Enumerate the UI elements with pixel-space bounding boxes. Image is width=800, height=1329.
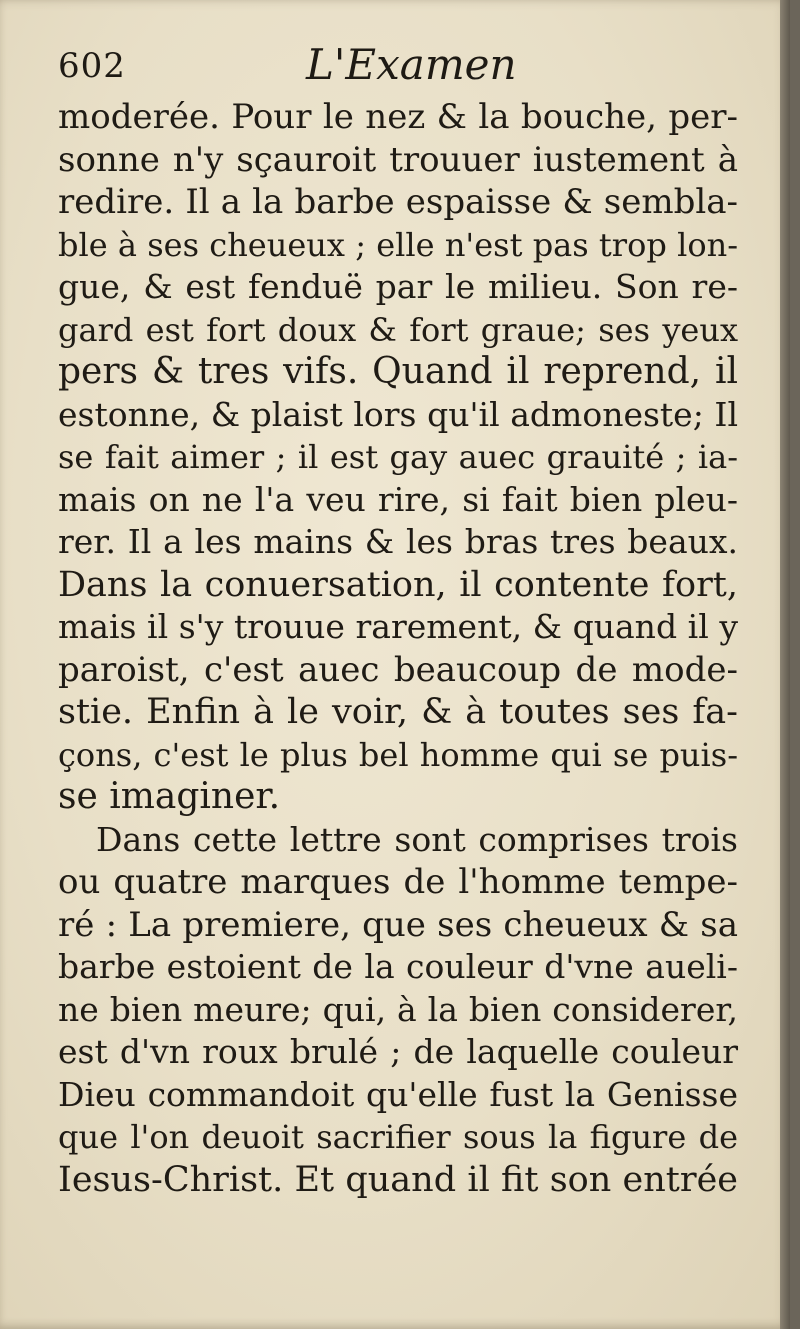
text-line: que l'on deuoit sacrifier sous la figure de [58,1118,738,1156]
text-line: ré : La premiere, que ses cheueux & sa [58,904,738,945]
text-line: paroist, c'est auec beaucoup de mode- [58,649,738,690]
text-line: Dans la conuersation, il contente fort, [58,564,738,605]
text-line: sonne n'y sçauroit trouuer iustement à [58,139,738,180]
page-number: 602 [58,46,126,86]
text-line: barbe estoient de la couleur d'vne aueli- [58,947,738,986]
text-line: Iesus-Christ. Et quand il fit son entrée [58,1159,738,1200]
text-line: stie. Enfin à le voir, & à toutes ses fa- [58,692,738,732]
text-line: gard est fort doux & fort graue; ses yeux [58,310,738,349]
page-edge [780,0,790,1329]
body-text [58,96,738,1201]
running-head: L'Examen [306,40,517,89]
text-line: ou quatre marques de l'homme tempe- [58,862,738,902]
text-line: pers & tres vifs. Quand il reprend, il [58,351,738,392]
text-line: çons, c'est le plus bel homme qui se puis- [58,735,738,774]
page-header [58,40,738,96]
text-line: moderée. Pour le nez & la bouche, per- [58,97,738,137]
text-line: gue, & est fenduë par le milieu. Son re- [58,267,738,306]
text-line: est d'vn roux brulé ; de laquelle couleur [58,1032,738,1071]
text-line: ne bien meure; qui, à la bien considerer, [58,989,738,1029]
text-line: redire. Il a la barbe espaisse & sembla- [58,182,738,222]
paragraph-start-line: Dans cette lettre sont comprises trois [96,819,738,859]
text-line: rer. Il a les mains & les bras tres beaux. [58,522,738,561]
text-line: ble à ses cheueux ; elle n'est pas trop lon- [58,225,738,264]
text-line: estonne, & plaist lors qu'il admoneste; Il [58,394,738,434]
paragraph-end-line: se imaginer. [58,776,281,817]
text-line: Dieu commandoit qu'elle fust la Genisse [58,1074,738,1114]
text-line: se fait aimer ; il est gay auec grauité ; ia- [58,438,738,476]
text-line: mais on ne l'a veu rire, si fait bien pleu- [58,479,738,519]
text-line: mais il s'y trouue rarement, & quand il y [58,607,738,646]
